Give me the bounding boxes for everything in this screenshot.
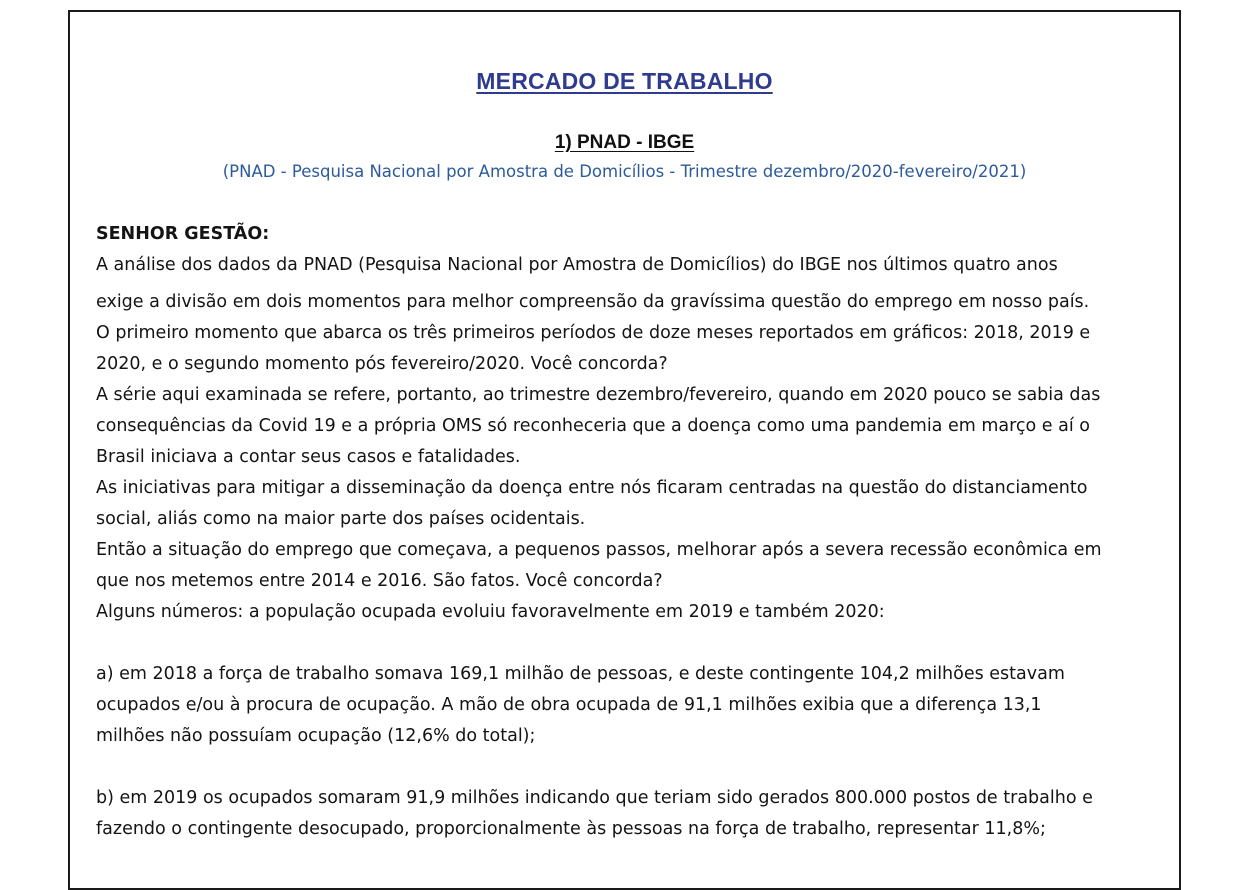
paragraph-line: A análise dos dados da PNAD (Pesquisa Nacional por Amostra de Domicílios) do IBGE nos últimos quatro anos [96, 255, 1058, 275]
document-page [68, 10, 1181, 890]
document-title: MERCADO DE TRABALHO [476, 68, 773, 94]
paragraph-spacer [96, 752, 1166, 783]
paragraph-line: Alguns números: a população ocupada evoluiu favoravelmente em 2019 e também 2020: [96, 602, 885, 622]
item-b-line: b) em 2019 os ocupados somaram 91,9 milhões indicando que teriam sido gerados 800.000 postos de trabalho e [96, 788, 1093, 808]
paragraph-spacer [96, 628, 1166, 659]
paragraph-line: social, aliás como na maior parte dos países ocidentais. [96, 509, 586, 529]
section-subtitle: (PNAD - Pesquisa Nacional por Amostra de Domicílios - Trimestre dezembro/2020-fevereiro/2021) [222, 162, 1027, 181]
paragraph-line: consequências da Covid 19 e a própria OMS só reconheceria que a doença como uma pandemia em março e aí o [96, 416, 1090, 436]
section-heading: 1) PNAD - IBGE [554, 132, 695, 153]
salutation: SENHOR GESTÃO: [96, 224, 270, 244]
paragraph-line: Brasil iniciava a contar seus casos e fatalidades. [96, 447, 521, 467]
paragraph-line: exige a divisão em dois momentos para melhor compreensão da gravíssima questão do emprego em nosso país. [96, 292, 1090, 312]
paragraph-line: O primeiro momento que abarca os três primeiros períodos de doze meses reportados em gráficos: 2018, 2019 e [96, 323, 1091, 343]
item-a-line: a) em 2018 a força de trabalho somava 169,1 milhão de pessoas, e deste contingente 104,2 milhões estavam [96, 664, 1065, 684]
paragraph-line: 2020, e o segundo momento pós fevereiro/2020. Você concorda? [96, 354, 668, 374]
paragraph-line: As iniciativas para mitigar a disseminação da doença entre nós ficaram centradas na questão do distanciamento [96, 478, 1088, 498]
item-b-line: fazendo o contingente desocupado, proporcionalmente às pessoas na força de trabalho, representar 11,8%; [96, 819, 1046, 839]
item-a-line: ocupados e/ou à procura de ocupação. A mão de obra ocupada de 91,1 milhões exibia que a diferença 13,1 [96, 695, 1042, 715]
document-body [96, 219, 1166, 845]
paragraph-line: Então a situação do emprego que começava, a pequenos passos, melhorar após a severa recessão econômica em [96, 540, 1102, 560]
paragraph-line: que nos metemos entre 2014 e 2016. São fatos. Você concorda? [96, 571, 663, 591]
item-a-line: milhões não possuíam ocupação (12,6% do total); [96, 726, 536, 746]
paragraph-line: A série aqui examinada se refere, portanto, ao trimestre dezembro/fevereiro, quando em 2020 pouco se sabia das [96, 385, 1101, 405]
